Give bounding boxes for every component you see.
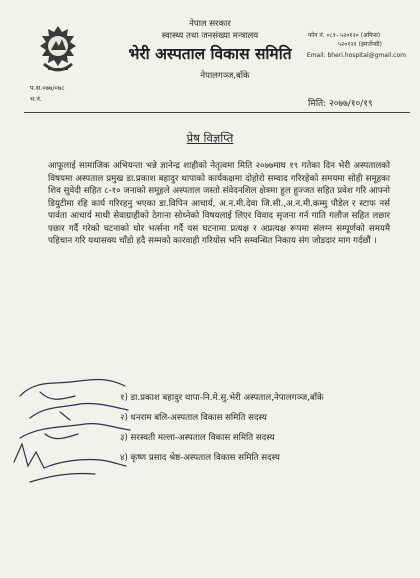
cn-number: च.नं.	[30, 95, 42, 103]
country-name: नेपाल सरकार	[189, 19, 231, 29]
title-text: प्रेष विज्ञप्ति	[186, 131, 234, 145]
email-text: Email: bheri.hospital@gmail.com	[306, 52, 406, 59]
reference-block	[30, 83, 65, 105]
body-paragraph: आफूलाई सामाजिक अभियन्ता भन्ने ज्ञानेन्द्र शाहीको नेतृत्वमा मिति २०७७माघ १९ गतेका दिन भेरी अस्पतालको विषयमा अस्पताल प्रमुख डा.प्रकाश बहादुर थापाको कार्यकक्षमा दोहोरो सम्वाद गरिरहेको समयमा सोही समूहका शिव सुवेदी सहित ८-१० जनाको समूहले अस्पताल जस्तो संवेदनशिल क्षेत्रमा हुल हुज्जत सहित प्रवेश गरि आफ्नो डियुटीमा रहि कार्य गरिरहनु भएका डा.विपिन आचार्य, अ.न.मी.देवा जि.सी.,अ.न.मी.कम्मु पौडेल र स्टाफ नर्स पार्वता आचार्य माथी सेवाग्राहीको ठेगाना सोध्नेको विषयलाई लिएर विवाद सृजना गर्न गाति गलौज सहित लछार पछार गर्दै गरेको घटनाको घोर भर्त्सना गर्दै यस घटनामा प्रत्यक्ष र अप्रत्यक्ष रूपमा संलग्न सम्पूर्णको समयमै पहिचान गरि यथासक्य चाँडो हदै सम्मको कारवाही गरियोस भनि सम्वन्धित निकाय संग जोडदार माग गर्दछौं ।	[48, 161, 390, 246]
signatory-list	[120, 391, 324, 471]
phone-line-2: ५२०१२१ (इमर्जेन्सी)	[338, 41, 382, 48]
header-divider	[24, 112, 410, 113]
ps-number: प.स.०७७/०७८	[30, 84, 65, 92]
phone-line-1: फोन नं. ०८१- ५२०१२० (अफिस)	[308, 32, 381, 39]
document-title	[0, 131, 420, 146]
date-text: मिति: २०७७/१०/१९	[308, 99, 373, 109]
handwritten-signatures	[0, 372, 140, 542]
organization-name: भेरी अस्पताल विकास समिति	[128, 45, 292, 63]
signatory-3: ३) सरस्वती मल्ला-अस्पताल विकास समिति सदस्य	[120, 433, 275, 443]
signatory-4: ४) कृष्ण प्रसाद श्रेष्ठ-अस्पताल विकास समिति सदस्य	[120, 453, 280, 463]
ministry-name: स्वास्थ्य तथा जनसंख्या मन्त्रालय	[161, 31, 259, 41]
signatory-1: १) डा.प्रकाश बहादुर थापा-नि.मे.सु.भेरी अस्पताल,नेपालगञ्ज,बाँके	[120, 393, 324, 403]
signatory-2: २) धनराम बलि-अस्पताल विकास समिति सदस्य	[120, 413, 267, 423]
contact-info	[308, 31, 404, 49]
location-text: नेपालगञ्ज,बाँके	[200, 71, 250, 81]
